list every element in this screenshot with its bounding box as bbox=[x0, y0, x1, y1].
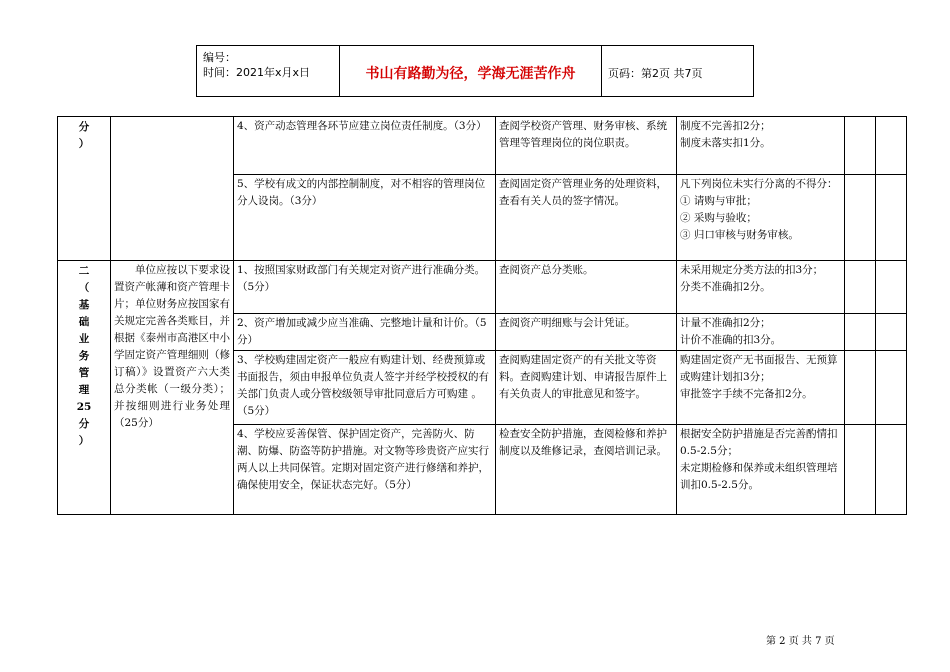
score-cell bbox=[845, 117, 876, 175]
header-motto: 书山有路勤为径，学海无涯苦作舟 bbox=[340, 46, 602, 96]
standard-cell: 4、学校应妥善保管、保护固定资产，完善防火、防潮、防爆、防盗等防护措施。对文物等珍贵资产应实行两人以上共同保管。定期对固定资产进行修缮和养护，确保使用安全，保证状态完好。（5分） bbox=[234, 425, 496, 515]
section2-condition: 单位应按以下要求设置资产帐薄和资产管理卡片；单位财务应按国家有关规定完善各类账目，并根据《泰州市高港区中小学固定资产管理细则（修订稿）》设置资产六大类总分类帐（一级分类）；并按细则进行业务处理（25分） bbox=[111, 261, 234, 515]
score-cell bbox=[845, 314, 876, 351]
section2-title bbox=[58, 261, 111, 515]
standard-cell: 5、学校有成文的内部控制制度，对不相容的管理岗位分人设岗。（3分） bbox=[234, 175, 496, 261]
section2-title-char: 业 bbox=[78, 333, 90, 345]
page-footer: 第 2 页 共 7 页 bbox=[766, 636, 835, 647]
section2-title-char: 基 bbox=[78, 299, 90, 311]
section2-title-char: 理 bbox=[78, 384, 90, 396]
table-row bbox=[58, 117, 907, 175]
deduction-line: 未采用规定分类方法的扣3分； bbox=[680, 264, 824, 276]
header-meta-cell bbox=[197, 46, 340, 96]
section2-title-char: 务 bbox=[78, 350, 90, 362]
remark-cell bbox=[876, 175, 907, 261]
score-cell bbox=[845, 175, 876, 261]
deduction-line: 未定期检修和保养或未组织管理培训扣0.5-2.5分。 bbox=[680, 462, 838, 491]
deduction-line: ② 采购与验收； bbox=[680, 212, 757, 224]
deduction-cell bbox=[677, 175, 845, 261]
standard-cell: 3、学校购建固定资产一般应有购建计划、经费预算或书面报告，须由申报单位负责人签字并经学校授权的有关部门负责人或分管校级领导审批同意后方可购建 。（5分） bbox=[234, 351, 496, 425]
header-number-label: 编号： bbox=[203, 51, 236, 64]
page-header bbox=[196, 45, 754, 97]
remark-cell bbox=[876, 261, 907, 314]
score-cell bbox=[845, 261, 876, 314]
method-cell: 查阅资产明细账与会计凭证。 bbox=[496, 314, 677, 351]
deduction-line: 凡下列岗位未实行分离的不得分： bbox=[680, 178, 838, 190]
method-cell: 查阅资产总分类账。 bbox=[496, 261, 677, 314]
remark-cell bbox=[876, 351, 907, 425]
section2-title-char: （ bbox=[78, 282, 90, 294]
evaluation-table bbox=[57, 116, 907, 515]
section-cont-char: ） bbox=[78, 138, 90, 150]
section2-title-char: 分 bbox=[78, 418, 90, 430]
section-cont-condition bbox=[111, 117, 234, 261]
header-time-label: 时间：2021年x月x日 bbox=[203, 66, 311, 79]
score-cell bbox=[845, 351, 876, 425]
method-cell: 查阅购建固定资产的有关批文等资料。查阅购建计划、申请报告原件上有关负责人的审批意见和签字。 bbox=[496, 351, 677, 425]
deduction-line: 分类不准确扣2分。 bbox=[680, 281, 771, 293]
section2-title-char: 础 bbox=[78, 316, 90, 328]
deduction-line: 制度未落实扣1分。 bbox=[680, 137, 771, 149]
standard-cell: 4、资产动态管理各环节应建立岗位责任制度。（3分） bbox=[234, 117, 496, 175]
header-page-label: 页码：第2页 共7页 bbox=[608, 67, 703, 80]
deduction-cell bbox=[677, 425, 845, 515]
remark-cell bbox=[876, 117, 907, 175]
deduction-line: ① 请购与审批； bbox=[680, 195, 757, 207]
deduction-cell bbox=[677, 261, 845, 314]
method-cell: 查阅学校资产管理、财务审核、系统管理等管理岗位的岗位职责。 bbox=[496, 117, 677, 175]
section2-title-char: ） bbox=[78, 435, 90, 447]
deduction-line: 根据安全防护措施是否完善酌情扣0.5-2.5分； bbox=[680, 428, 838, 457]
remark-cell bbox=[876, 314, 907, 351]
deduction-line: 计量不准确扣2分； bbox=[680, 317, 771, 329]
deduction-line: 审批签字手续不完备扣2分。 bbox=[680, 388, 813, 400]
deduction-cell bbox=[677, 314, 845, 351]
section2-title-char: 管 bbox=[78, 367, 90, 379]
standard-cell: 2、资产增加或减少应当准确、完整地计量和计价。（5分） bbox=[234, 314, 496, 351]
deduction-line: 计价不准确的扣3分。 bbox=[680, 334, 782, 346]
method-cell: 查阅固定资产管理业务的处理资料，查看有关人员的签字情况。 bbox=[496, 175, 677, 261]
section2-title-char: 25 bbox=[76, 401, 92, 413]
deduction-line: ③ 归口审核与财务审核。 bbox=[680, 229, 799, 241]
table-row bbox=[58, 261, 907, 314]
deduction-cell bbox=[677, 351, 845, 425]
section-cont-title bbox=[58, 117, 111, 261]
remark-cell bbox=[876, 425, 907, 515]
deduction-line: 购建固定资产无书面报告、无预算或购建计划扣3分； bbox=[680, 354, 838, 383]
standard-cell: 1、按照国家财政部门有关规定对资产进行准确分类。（5分） bbox=[234, 261, 496, 314]
score-cell bbox=[845, 425, 876, 515]
deduction-cell bbox=[677, 117, 845, 175]
method-cell: 检查安全防护措施，查阅检修和养护制度以及维修记录，查阅培训记录。 bbox=[496, 425, 677, 515]
section2-title-char: 二 bbox=[78, 265, 90, 277]
deduction-line: 制度不完善扣2分； bbox=[680, 120, 771, 132]
section-cont-char: 分 bbox=[78, 121, 90, 133]
